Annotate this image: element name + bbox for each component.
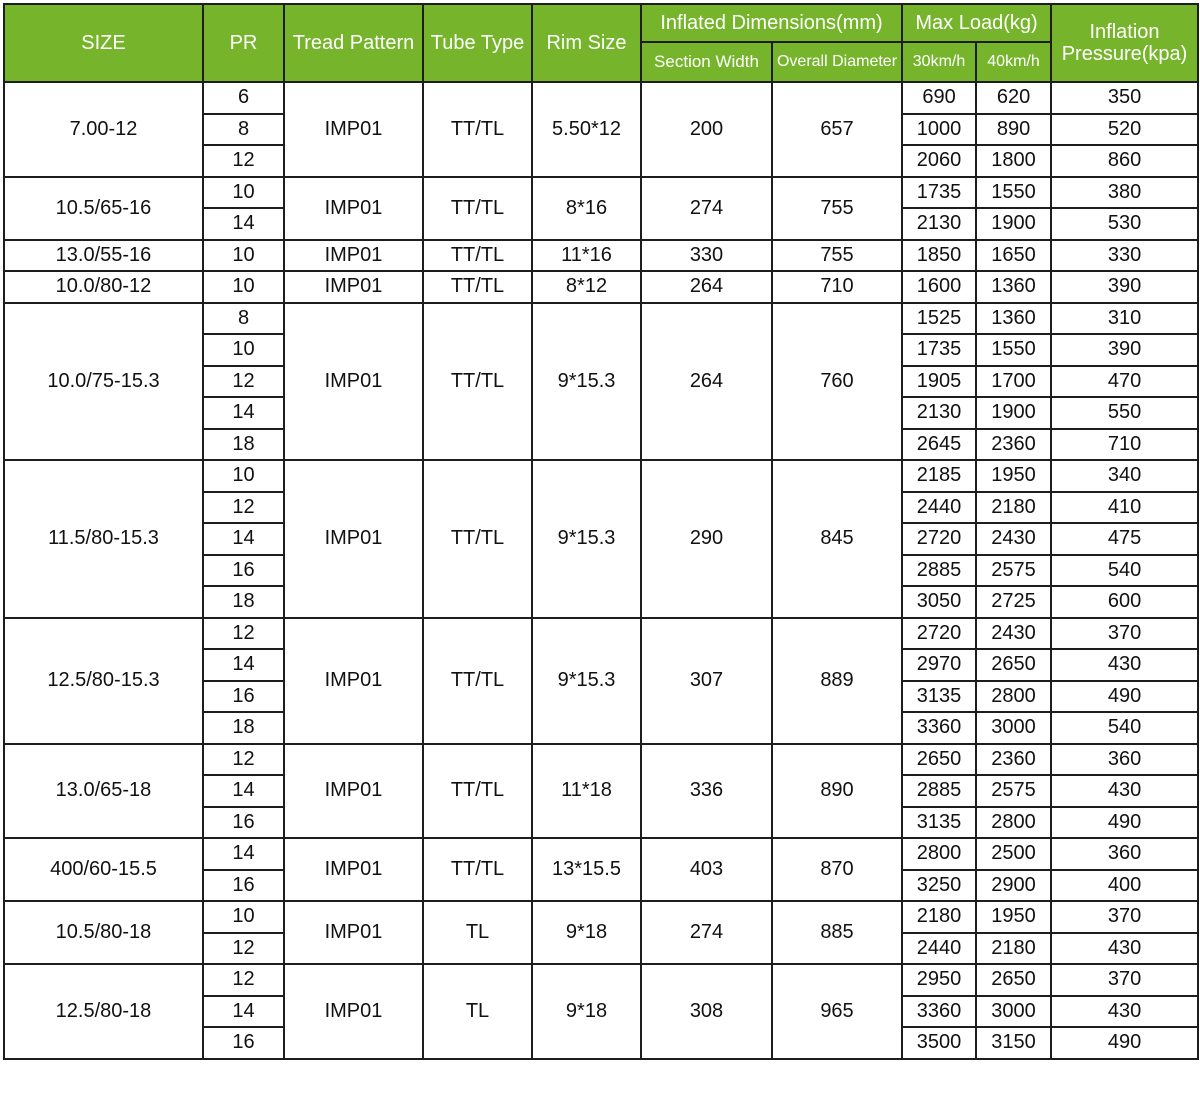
- cell-inflation-pressure: 430: [1051, 933, 1198, 965]
- cell-tread-pattern: IMP01: [284, 460, 423, 618]
- table-row: [4, 177, 1198, 209]
- cell-load-40kmh: 2650: [976, 649, 1051, 681]
- cell-pr: 12: [203, 744, 284, 776]
- cell-load-30kmh: 2180: [902, 901, 976, 933]
- cell-inflation-pressure: 860: [1051, 145, 1198, 177]
- cell-pr: 12: [203, 366, 284, 398]
- cell-rim-size: 9*18: [532, 901, 641, 964]
- cell-load-40kmh: 620: [976, 82, 1051, 114]
- cell-load-40kmh: 1360: [976, 303, 1051, 335]
- table-row: [4, 838, 1198, 870]
- cell-size: 12.5/80-18: [4, 964, 203, 1059]
- cell-load-30kmh: 2720: [902, 618, 976, 650]
- cell-load-40kmh: 1700: [976, 366, 1051, 398]
- cell-pr: 14: [203, 996, 284, 1028]
- cell-rim-size: 11*16: [532, 240, 641, 272]
- cell-overall-diameter: 965: [772, 964, 902, 1059]
- cell-load-40kmh: 2900: [976, 870, 1051, 902]
- cell-inflation-pressure: 430: [1051, 996, 1198, 1028]
- cell-load-40kmh: 1800: [976, 145, 1051, 177]
- cell-load-40kmh: 890: [976, 114, 1051, 146]
- cell-load-40kmh: 2430: [976, 523, 1051, 555]
- cell-overall-diameter: 760: [772, 303, 902, 461]
- table-row: [4, 964, 1198, 996]
- cell-rim-size: 9*15.3: [532, 460, 641, 618]
- header-tread-pattern: Tread Pattern: [284, 4, 423, 82]
- table-row: [4, 460, 1198, 492]
- cell-load-30kmh: 2800: [902, 838, 976, 870]
- cell-size: 10.0/75-15.3: [4, 303, 203, 461]
- cell-tread-pattern: IMP01: [284, 964, 423, 1059]
- cell-pr: 18: [203, 712, 284, 744]
- cell-load-30kmh: 2440: [902, 933, 976, 965]
- cell-inflation-pressure: 550: [1051, 397, 1198, 429]
- cell-pr: 12: [203, 933, 284, 965]
- cell-load-40kmh: 2500: [976, 838, 1051, 870]
- cell-load-40kmh: 1550: [976, 334, 1051, 366]
- cell-pr: 10: [203, 460, 284, 492]
- cell-tube-type: TT/TL: [423, 271, 532, 303]
- cell-inflation-pressure: 370: [1051, 964, 1198, 996]
- header-inflated-dimensions: Inflated Dimensions(mm): [641, 4, 902, 42]
- cell-pr: 14: [203, 397, 284, 429]
- cell-load-30kmh: 3500: [902, 1027, 976, 1059]
- cell-load-30kmh: 3050: [902, 586, 976, 618]
- cell-tread-pattern: IMP01: [284, 618, 423, 744]
- cell-size: 12.5/80-15.3: [4, 618, 203, 744]
- cell-inflation-pressure: 400: [1051, 870, 1198, 902]
- cell-load-40kmh: 2575: [976, 555, 1051, 587]
- cell-tread-pattern: IMP01: [284, 177, 423, 240]
- cell-load-30kmh: 2645: [902, 429, 976, 461]
- cell-tube-type: TT/TL: [423, 838, 532, 901]
- table-row: [4, 82, 1198, 114]
- cell-size: 13.0/65-18: [4, 744, 203, 839]
- table-row: [4, 271, 1198, 303]
- cell-rim-size: 9*18: [532, 964, 641, 1059]
- cell-section-width: 274: [641, 901, 772, 964]
- cell-tube-type: TL: [423, 964, 532, 1059]
- cell-load-30kmh: 1525: [902, 303, 976, 335]
- header-section-width: Section Width: [641, 42, 772, 82]
- cell-load-30kmh: 3360: [902, 996, 976, 1028]
- cell-pr: 16: [203, 807, 284, 839]
- cell-rim-size: 9*15.3: [532, 303, 641, 461]
- cell-size: 10.5/65-16: [4, 177, 203, 240]
- cell-load-40kmh: 1650: [976, 240, 1051, 272]
- cell-inflation-pressure: 430: [1051, 775, 1198, 807]
- cell-load-40kmh: 2800: [976, 807, 1051, 839]
- cell-tube-type: TL: [423, 901, 532, 964]
- cell-section-width: 403: [641, 838, 772, 901]
- cell-inflation-pressure: 430: [1051, 649, 1198, 681]
- cell-load-30kmh: 1735: [902, 177, 976, 209]
- cell-inflation-pressure: 370: [1051, 618, 1198, 650]
- cell-pr: 12: [203, 145, 284, 177]
- cell-load-40kmh: 2180: [976, 492, 1051, 524]
- cell-load-30kmh: 3360: [902, 712, 976, 744]
- cell-size: 11.5/80-15.3: [4, 460, 203, 618]
- cell-size: 10.5/80-18: [4, 901, 203, 964]
- cell-inflation-pressure: 380: [1051, 177, 1198, 209]
- cell-load-40kmh: 2430: [976, 618, 1051, 650]
- cell-section-width: 264: [641, 271, 772, 303]
- cell-tread-pattern: IMP01: [284, 82, 423, 177]
- cell-inflation-pressure: 470: [1051, 366, 1198, 398]
- cell-overall-diameter: 755: [772, 240, 902, 272]
- cell-load-40kmh: 2650: [976, 964, 1051, 996]
- cell-tube-type: TT/TL: [423, 82, 532, 177]
- cell-overall-diameter: 870: [772, 838, 902, 901]
- cell-rim-size: 13*15.5: [532, 838, 641, 901]
- cell-inflation-pressure: 490: [1051, 1027, 1198, 1059]
- cell-pr: 16: [203, 870, 284, 902]
- cell-tread-pattern: IMP01: [284, 744, 423, 839]
- cell-pr: 8: [203, 303, 284, 335]
- table-header: [4, 4, 1198, 82]
- cell-inflation-pressure: 340: [1051, 460, 1198, 492]
- cell-inflation-pressure: 310: [1051, 303, 1198, 335]
- cell-inflation-pressure: 490: [1051, 807, 1198, 839]
- cell-load-40kmh: 2800: [976, 681, 1051, 713]
- header-size: SIZE: [4, 4, 203, 82]
- cell-load-40kmh: 1950: [976, 901, 1051, 933]
- cell-pr: 16: [203, 681, 284, 713]
- cell-tread-pattern: IMP01: [284, 240, 423, 272]
- cell-overall-diameter: 885: [772, 901, 902, 964]
- cell-section-width: 200: [641, 82, 772, 177]
- header-load-40kmh: 40km/h: [976, 42, 1051, 82]
- cell-tread-pattern: IMP01: [284, 271, 423, 303]
- cell-inflation-pressure: 370: [1051, 901, 1198, 933]
- cell-inflation-pressure: 490: [1051, 681, 1198, 713]
- table-row: [4, 240, 1198, 272]
- cell-overall-diameter: 845: [772, 460, 902, 618]
- cell-load-40kmh: 2575: [976, 775, 1051, 807]
- cell-tube-type: TT/TL: [423, 744, 532, 839]
- cell-pr: 16: [203, 555, 284, 587]
- cell-overall-diameter: 710: [772, 271, 902, 303]
- cell-section-width: 274: [641, 177, 772, 240]
- cell-load-30kmh: 2060: [902, 145, 976, 177]
- cell-inflation-pressure: 330: [1051, 240, 1198, 272]
- cell-pr: 14: [203, 649, 284, 681]
- cell-rim-size: 11*18: [532, 744, 641, 839]
- cell-inflation-pressure: 600: [1051, 586, 1198, 618]
- cell-size: 13.0/55-16: [4, 240, 203, 272]
- cell-load-30kmh: 3250: [902, 870, 976, 902]
- cell-rim-size: 5.50*12: [532, 82, 641, 177]
- cell-inflation-pressure: 520: [1051, 114, 1198, 146]
- cell-load-30kmh: 2950: [902, 964, 976, 996]
- cell-pr: 14: [203, 523, 284, 555]
- cell-pr: 12: [203, 964, 284, 996]
- cell-load-30kmh: 2440: [902, 492, 976, 524]
- cell-load-30kmh: 2130: [902, 397, 976, 429]
- cell-section-width: 307: [641, 618, 772, 744]
- cell-load-30kmh: 1600: [902, 271, 976, 303]
- cell-tread-pattern: IMP01: [284, 303, 423, 461]
- cell-load-40kmh: 1550: [976, 177, 1051, 209]
- table-row: [4, 618, 1198, 650]
- cell-tube-type: TT/TL: [423, 177, 532, 240]
- cell-load-40kmh: 1900: [976, 208, 1051, 240]
- cell-load-30kmh: 2885: [902, 555, 976, 587]
- cell-load-40kmh: 1900: [976, 397, 1051, 429]
- cell-load-40kmh: 2360: [976, 429, 1051, 461]
- cell-pr: 8: [203, 114, 284, 146]
- cell-inflation-pressure: 540: [1051, 712, 1198, 744]
- cell-inflation-pressure: 390: [1051, 334, 1198, 366]
- cell-load-30kmh: 3135: [902, 807, 976, 839]
- cell-rim-size: 8*16: [532, 177, 641, 240]
- header-tube-type: Tube Type: [423, 4, 532, 82]
- cell-section-width: 330: [641, 240, 772, 272]
- tire-spec-table: [3, 3, 1199, 1060]
- cell-load-40kmh: 2725: [976, 586, 1051, 618]
- header-max-load: Max Load(kg): [902, 4, 1051, 42]
- cell-tube-type: TT/TL: [423, 240, 532, 272]
- cell-overall-diameter: 890: [772, 744, 902, 839]
- cell-pr: 18: [203, 429, 284, 461]
- cell-size: 10.0/80-12: [4, 271, 203, 303]
- cell-tube-type: TT/TL: [423, 303, 532, 461]
- cell-load-30kmh: 2720: [902, 523, 976, 555]
- cell-section-width: 290: [641, 460, 772, 618]
- table-row: [4, 744, 1198, 776]
- cell-section-width: 264: [641, 303, 772, 461]
- cell-tread-pattern: IMP01: [284, 838, 423, 901]
- cell-load-30kmh: 2185: [902, 460, 976, 492]
- cell-inflation-pressure: 360: [1051, 744, 1198, 776]
- cell-pr: 12: [203, 618, 284, 650]
- header-rim-size: Rim Size: [532, 4, 641, 82]
- cell-load-30kmh: 2970: [902, 649, 976, 681]
- cell-inflation-pressure: 540: [1051, 555, 1198, 587]
- cell-load-40kmh: 3150: [976, 1027, 1051, 1059]
- header-pr: PR: [203, 4, 284, 82]
- cell-load-40kmh: 3000: [976, 996, 1051, 1028]
- cell-load-30kmh: 2130: [902, 208, 976, 240]
- cell-load-30kmh: 2885: [902, 775, 976, 807]
- cell-pr: 10: [203, 177, 284, 209]
- cell-load-40kmh: 3000: [976, 712, 1051, 744]
- header-overall-diameter: Overall Diameter: [772, 42, 902, 82]
- cell-load-30kmh: 1735: [902, 334, 976, 366]
- cell-overall-diameter: 755: [772, 177, 902, 240]
- cell-inflation-pressure: 410: [1051, 492, 1198, 524]
- cell-inflation-pressure: 475: [1051, 523, 1198, 555]
- cell-load-40kmh: 2360: [976, 744, 1051, 776]
- cell-section-width: 308: [641, 964, 772, 1059]
- cell-inflation-pressure: 530: [1051, 208, 1198, 240]
- cell-load-30kmh: 1850: [902, 240, 976, 272]
- cell-load-40kmh: 1360: [976, 271, 1051, 303]
- cell-tread-pattern: IMP01: [284, 901, 423, 964]
- cell-tube-type: TT/TL: [423, 460, 532, 618]
- header-inflation-pressure: Inflation Pressure(kpa): [1051, 4, 1198, 82]
- cell-load-40kmh: 1950: [976, 460, 1051, 492]
- table-body: [4, 82, 1198, 1059]
- cell-pr: 14: [203, 838, 284, 870]
- cell-load-30kmh: 1000: [902, 114, 976, 146]
- cell-overall-diameter: 889: [772, 618, 902, 744]
- cell-inflation-pressure: 350: [1051, 82, 1198, 114]
- cell-rim-size: 9*15.3: [532, 618, 641, 744]
- cell-section-width: 336: [641, 744, 772, 839]
- cell-size: 7.00-12: [4, 82, 203, 177]
- table-row: [4, 303, 1198, 335]
- table-row: [4, 901, 1198, 933]
- cell-load-40kmh: 2180: [976, 933, 1051, 965]
- cell-inflation-pressure: 390: [1051, 271, 1198, 303]
- cell-overall-diameter: 657: [772, 82, 902, 177]
- cell-load-30kmh: 3135: [902, 681, 976, 713]
- cell-pr: 14: [203, 775, 284, 807]
- cell-pr: 10: [203, 240, 284, 272]
- cell-pr: 16: [203, 1027, 284, 1059]
- cell-load-30kmh: 2650: [902, 744, 976, 776]
- cell-tube-type: TT/TL: [423, 618, 532, 744]
- cell-inflation-pressure: 360: [1051, 838, 1198, 870]
- cell-pr: 10: [203, 901, 284, 933]
- cell-pr: 10: [203, 334, 284, 366]
- cell-load-30kmh: 1905: [902, 366, 976, 398]
- cell-pr: 6: [203, 82, 284, 114]
- cell-inflation-pressure: 710: [1051, 429, 1198, 461]
- cell-pr: 12: [203, 492, 284, 524]
- cell-pr: 18: [203, 586, 284, 618]
- cell-size: 400/60-15.5: [4, 838, 203, 901]
- cell-load-30kmh: 690: [902, 82, 976, 114]
- cell-pr: 14: [203, 208, 284, 240]
- cell-pr: 10: [203, 271, 284, 303]
- cell-rim-size: 8*12: [532, 271, 641, 303]
- header-load-30kmh: 30km/h: [902, 42, 976, 82]
